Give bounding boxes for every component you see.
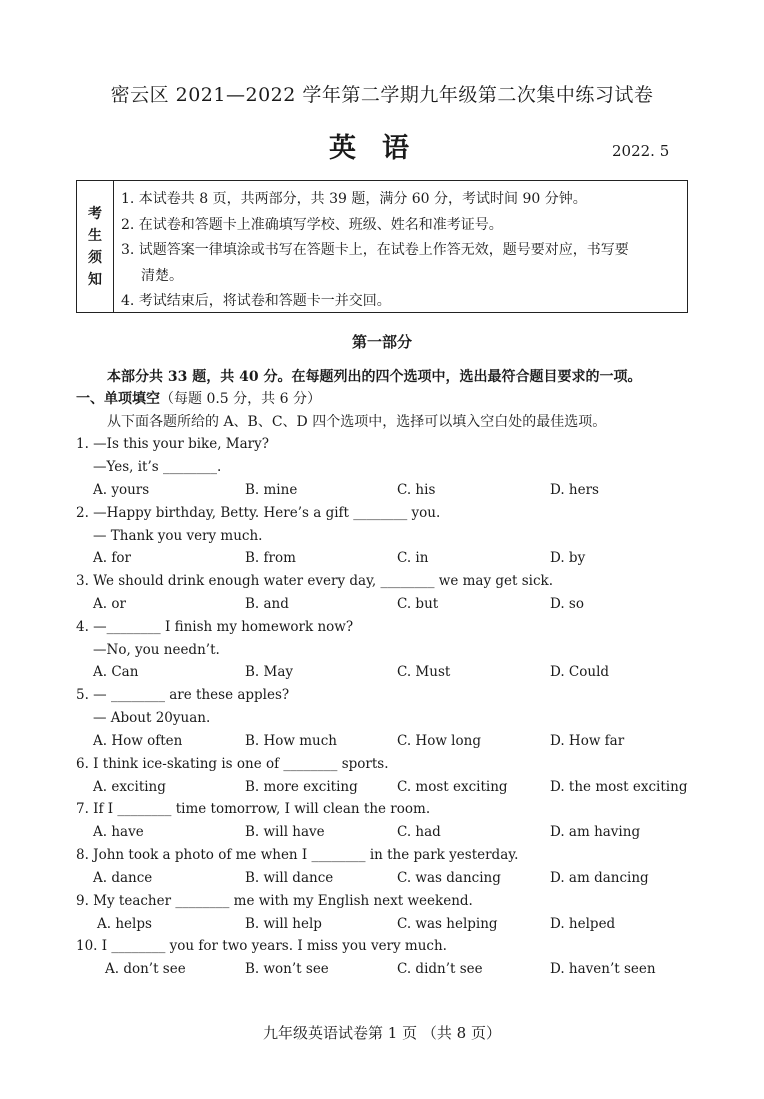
option-a: A. How often	[93, 733, 183, 749]
question-line: —No, you needn’t.	[93, 642, 220, 658]
notice-label-char: 须	[88, 249, 102, 266]
option-a: A. helps	[97, 916, 152, 932]
option-d: D. by	[550, 550, 586, 566]
option-d: D. Could	[550, 664, 610, 680]
question-stem: 10. I ________ you for two years. I miss you very much.	[76, 938, 447, 954]
question-line: — Thank you very much.	[93, 528, 263, 544]
option-b: B. will dance	[245, 870, 334, 886]
option-d: D. hers	[550, 482, 599, 498]
section-title-text: 一、单项填空	[76, 391, 160, 407]
option-b: B. from	[245, 550, 296, 566]
option-b: B. How much	[245, 733, 338, 749]
notice-label-char: 考	[88, 205, 102, 222]
option-a: A. for	[93, 550, 131, 566]
option-b: B. May	[245, 664, 294, 680]
question-stem: 6. I think ice-skating is one of ________ sports.	[76, 756, 389, 772]
option-c: C. his	[397, 482, 436, 498]
option-b: B. will help	[245, 916, 322, 932]
question-stem: 2. —Happy birthday, Betty. Here’s a gift ________ you.	[76, 505, 441, 521]
option-b: B. more exciting	[245, 779, 358, 795]
notice-item: 2. 在试卷和答题卡上准确填写学校、班级、姓名和准考证号。	[121, 216, 503, 233]
option-d: D. am having	[550, 824, 641, 840]
notice-label-char: 知	[88, 271, 102, 288]
option-b: B. won’t see	[245, 961, 329, 977]
option-b: B. will have	[245, 824, 325, 840]
question-stem: 7. If I ________ time tomorrow, I will clean the room.	[76, 801, 431, 817]
option-a: A. have	[93, 824, 144, 840]
option-c: C. was dancing	[397, 870, 501, 886]
option-c: C. Must	[397, 664, 451, 680]
option-c: C. was helping	[397, 916, 498, 932]
option-a: A. exciting	[93, 779, 166, 795]
question-line: — About 20yuan.	[93, 710, 211, 726]
option-d: D. the most exciting	[550, 779, 688, 795]
section-title	[76, 388, 321, 408]
notice-item: 3. 试题答案一律填涂或书写在答题卡上，在试卷上作答无效，题号要对应，书写要	[121, 242, 629, 258]
option-a: A. yours	[93, 482, 150, 498]
option-c: C. but	[397, 596, 439, 612]
question-stem: 4. —________ I finish my homework now?	[76, 619, 354, 635]
question-stem: 3. We should drink enough water every day, ________ we may get sick.	[76, 573, 554, 589]
section-instruction: 从下面各题所给的 A、B、C、D 四个选项中，选择可以填入空白处的最佳选项。	[107, 414, 607, 430]
option-a: A. or	[93, 596, 126, 612]
option-a: A. dance	[93, 870, 153, 886]
option-c: C. in	[397, 550, 429, 566]
notice-list	[121, 187, 681, 315]
question-stem: 1. —Is this your bike, Mary?	[76, 436, 269, 452]
option-b: B. mine	[245, 482, 298, 498]
question-stem: 5. — ________ are these apples?	[76, 687, 290, 703]
option-c: C. How long	[397, 733, 481, 749]
notice-item: 1. 本试卷共 8 页，共两部分，共 39 题，满分 60 分，考试时间 90 分钟。	[121, 191, 587, 207]
option-c: C. had	[397, 824, 441, 840]
part-heading: 第一部分	[351, 333, 412, 351]
exam-title: 密云区 2021—2022 学年第二学期九年级第二次集中练习试卷	[110, 84, 654, 106]
notice-label-char: 生	[88, 227, 102, 244]
section-note: （每题 0.5 分，共 6 分）	[160, 391, 321, 407]
option-b: B. and	[245, 596, 289, 612]
option-d: D. helped	[550, 916, 616, 932]
notice-label	[77, 181, 114, 312]
notice-item-continuation: 清楚。	[141, 267, 183, 284]
option-d: D. am dancing	[550, 870, 649, 886]
question-stem: 8. John took a photo of me when I ________ in the park yesterday.	[76, 847, 519, 863]
notice-box	[76, 180, 688, 313]
question-stem: 9. My teacher ________ me with my English next weekend.	[76, 893, 473, 909]
option-d: D. How far	[550, 733, 625, 749]
option-a: A. Can	[93, 664, 139, 680]
option-d: D. so	[550, 596, 584, 612]
page-footer: 九年级英语试卷第 1 页 （共 8 页）	[263, 1024, 501, 1042]
subject-heading: 英语	[329, 133, 435, 164]
option-d: D. haven’t seen	[550, 961, 656, 977]
notice-item: 4. 考试结束后，将试卷和答题卡一并交回。	[121, 293, 391, 309]
exam-date: 2022. 5	[612, 142, 670, 160]
part-intro: 本部分共 33 题，共 40 分。在每题列出的四个选项中，选出最符合题目要求的一项。	[107, 369, 642, 385]
option-c: C. didn’t see	[397, 961, 483, 977]
option-a: A. don’t see	[105, 961, 186, 977]
option-c: C. most exciting	[397, 779, 508, 795]
question-line: —Yes, it’s ________.	[93, 459, 222, 475]
